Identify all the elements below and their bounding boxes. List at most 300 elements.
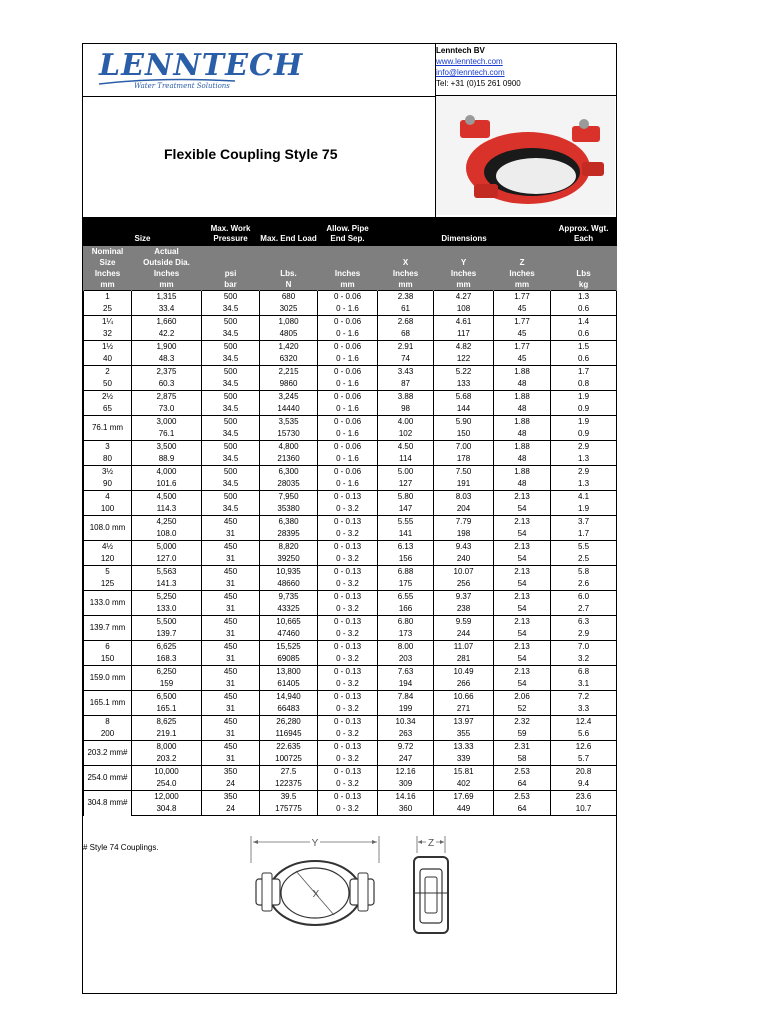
cell-od-imperial: 1,900	[132, 341, 202, 354]
cell-load-imperial: 10,935	[260, 566, 318, 579]
subheader-cell: Inches	[318, 268, 378, 279]
table-row	[84, 503, 617, 516]
subheader-cell: mm	[84, 279, 132, 291]
cell-sep-metric: 0 - 1.6	[318, 403, 378, 416]
cell-od-metric: 60.3	[132, 378, 202, 391]
cell-z-metric: 48	[494, 428, 551, 441]
cell-od-metric: 114.3	[132, 503, 202, 516]
cell-y-metric: 198	[434, 528, 494, 541]
cell-z-imperial: 1.77	[494, 291, 551, 304]
cell-psi-metric: 24	[202, 803, 260, 816]
cell-psi-metric: 31	[202, 603, 260, 616]
table-row	[84, 516, 617, 529]
table-subheader-row	[84, 268, 617, 279]
cell-wgt-metric: 0.6	[551, 328, 617, 341]
cell-sep-imperial: 0 - 0.06	[318, 441, 378, 454]
cell-x-imperial: 3.43	[378, 366, 434, 379]
cell-y-imperial: 11.07	[434, 641, 494, 654]
email-link[interactable]: info@lenntech.com	[436, 68, 505, 77]
nominal-size-cell: 203.2 mm#	[84, 741, 132, 766]
cell-load-imperial: 4,800	[260, 441, 318, 454]
cell-psi-imperial: 450	[202, 691, 260, 704]
phone-number: Tel: +31 (0)15 261 0900	[436, 79, 521, 88]
cell-wgt-imperial: 1.9	[551, 391, 617, 404]
cell-y-metric: 339	[434, 753, 494, 766]
cell-od-imperial: 2,875	[132, 391, 202, 404]
cell-y-metric: 133	[434, 378, 494, 391]
cell-x-metric: 173	[378, 628, 434, 641]
cell-x-metric: 141	[378, 528, 434, 541]
cell-psi-metric: 31	[202, 728, 260, 741]
cell-z-metric: 54	[494, 578, 551, 591]
cell-od-imperial: 8,000	[132, 741, 202, 754]
cell-psi-metric: 31	[202, 628, 260, 641]
cell-sep-metric: 0 - 1.6	[318, 478, 378, 491]
cell-od-metric: 219.1	[132, 728, 202, 741]
cell-od-imperial: 1,660	[132, 316, 202, 329]
table-row	[84, 466, 617, 479]
cell-y-metric: 122	[434, 353, 494, 366]
cell-y-metric: 144	[434, 403, 494, 416]
nominal-size-cell: 139.7 mm	[84, 616, 132, 641]
cell-x-metric: 360	[378, 803, 434, 816]
nominal-size-inches: 2	[84, 366, 132, 379]
diagram-label-z: Z	[427, 838, 435, 849]
nominal-size-mm: 120	[84, 553, 132, 566]
cell-y-imperial: 8.03	[434, 491, 494, 504]
table-row	[84, 766, 617, 779]
cell-psi-metric: 34.5	[202, 453, 260, 466]
cell-od-metric: 304.8	[132, 803, 202, 816]
cell-y-metric: 238	[434, 603, 494, 616]
table-row	[84, 778, 617, 791]
footnote: # Style 74 Couplings.	[83, 843, 159, 852]
page-title: Flexible Coupling Style 75	[164, 146, 338, 162]
nominal-size-cell: 76.1 mm	[84, 416, 132, 441]
cell-z-metric: 52	[494, 703, 551, 716]
cell-y-metric: 281	[434, 653, 494, 666]
table-row	[84, 391, 617, 404]
cell-sep-imperial: 0 - 0.06	[318, 341, 378, 354]
cell-wgt-imperial: 6.3	[551, 616, 617, 629]
cell-x-metric: 147	[378, 503, 434, 516]
cell-x-metric: 61	[378, 303, 434, 316]
cell-sep-imperial: 0 - 0.13	[318, 791, 378, 804]
table-row	[84, 678, 617, 691]
cell-load-metric: 116945	[260, 728, 318, 741]
cell-wgt-metric: 10.7	[551, 803, 617, 816]
cell-load-metric: 43325	[260, 603, 318, 616]
cell-z-metric: 54	[494, 503, 551, 516]
cell-load-imperial: 2,215	[260, 366, 318, 379]
nominal-size-mm: 40	[84, 353, 132, 366]
cell-z-metric: 48	[494, 378, 551, 391]
nominal-size-cell: 254.0 mm#	[84, 766, 132, 791]
table-row	[84, 416, 617, 429]
cell-psi-imperial: 500	[202, 466, 260, 479]
nominal-size-mm: 65	[84, 403, 132, 416]
cell-z-imperial: 2.32	[494, 716, 551, 729]
cell-od-imperial: 8,625	[132, 716, 202, 729]
subheader-cell	[260, 257, 318, 268]
cell-sep-imperial: 0 - 0.13	[318, 766, 378, 779]
cell-wgt-imperial: 6.8	[551, 666, 617, 679]
cell-sep-imperial: 0 - 0.13	[318, 641, 378, 654]
cell-z-imperial: 2.13	[494, 566, 551, 579]
group-header-cell: Size	[84, 218, 202, 246]
cell-z-imperial: 2.31	[494, 741, 551, 754]
table-row	[84, 566, 617, 579]
cell-z-metric: 48	[494, 403, 551, 416]
group-header-cell: Allow. Pipe End Sep.	[318, 218, 378, 246]
cell-sep-imperial: 0 - 0.13	[318, 491, 378, 504]
cell-load-metric: 61405	[260, 678, 318, 691]
cell-sep-metric: 0 - 3.2	[318, 528, 378, 541]
cell-od-metric: 139.7	[132, 628, 202, 641]
cell-sep-metric: 0 - 3.2	[318, 703, 378, 716]
cell-sep-metric: 0 - 1.6	[318, 303, 378, 316]
table-row	[84, 541, 617, 554]
table-row	[84, 591, 617, 604]
cell-wgt-metric: 0.9	[551, 403, 617, 416]
cell-wgt-imperial: 5.8	[551, 566, 617, 579]
cell-od-imperial: 6,625	[132, 641, 202, 654]
cell-psi-imperial: 450	[202, 741, 260, 754]
subheader-cell	[551, 246, 617, 258]
cell-sep-imperial: 0 - 0.06	[318, 466, 378, 479]
nominal-size-cell: 133.0 mm	[84, 591, 132, 616]
nominal-size-cell: 159.0 mm	[84, 666, 132, 691]
cell-y-imperial: 17.69	[434, 791, 494, 804]
cell-od-imperial: 3,500	[132, 441, 202, 454]
subheader-cell	[202, 246, 260, 258]
cell-od-imperial: 1,315	[132, 291, 202, 304]
cell-z-imperial: 2.13	[494, 491, 551, 504]
cell-load-metric: 66483	[260, 703, 318, 716]
subheader-cell: Inches	[132, 268, 202, 279]
cell-wgt-imperial: 5.5	[551, 541, 617, 554]
cell-wgt-metric: 2.5	[551, 553, 617, 566]
cell-wgt-imperial: 3.7	[551, 516, 617, 529]
subheader-cell	[318, 257, 378, 268]
nominal-size-cell: 108.0 mm	[84, 516, 132, 541]
cell-wgt-metric: 1.9	[551, 503, 617, 516]
subheader-cell: bar	[202, 279, 260, 291]
cell-sep-metric: 0 - 1.6	[318, 428, 378, 441]
cell-x-imperial: 6.88	[378, 566, 434, 579]
cell-psi-metric: 31	[202, 578, 260, 591]
cell-psi-imperial: 500	[202, 366, 260, 379]
nominal-size-inches: 6	[84, 641, 132, 654]
cell-od-metric: 168.3	[132, 653, 202, 666]
cell-od-metric: 159	[132, 678, 202, 691]
cell-x-imperial: 6.80	[378, 616, 434, 629]
cell-wgt-imperial: 1.9	[551, 416, 617, 429]
cell-z-metric: 54	[494, 628, 551, 641]
cell-x-imperial: 6.55	[378, 591, 434, 604]
cell-wgt-imperial: 12.4	[551, 716, 617, 729]
cell-wgt-metric: 2.6	[551, 578, 617, 591]
table-subheader-row	[84, 246, 617, 258]
cell-od-metric: 165.1	[132, 703, 202, 716]
cell-wgt-metric: 1.7	[551, 528, 617, 541]
nominal-size-mm: 80	[84, 453, 132, 466]
cell-z-imperial: 1.88	[494, 416, 551, 429]
table-row	[84, 528, 617, 541]
contact-block	[435, 44, 616, 96]
cell-sep-metric: 0 - 3.2	[318, 753, 378, 766]
cell-wgt-metric: 0.6	[551, 303, 617, 316]
cell-y-imperial: 5.90	[434, 416, 494, 429]
cell-x-metric: 156	[378, 553, 434, 566]
cell-load-metric: 122375	[260, 778, 318, 791]
cell-z-metric: 48	[494, 453, 551, 466]
nominal-size-inches: 1¼	[84, 316, 132, 329]
cell-sep-metric: 0 - 3.2	[318, 628, 378, 641]
cell-load-imperial: 14,940	[260, 691, 318, 704]
subheader-cell: Inches	[434, 268, 494, 279]
cell-sep-metric: 0 - 3.2	[318, 728, 378, 741]
cell-od-imperial: 5,563	[132, 566, 202, 579]
cell-wgt-metric: 0.9	[551, 428, 617, 441]
cell-od-metric: 42.2	[132, 328, 202, 341]
table-row	[84, 603, 617, 616]
cell-load-metric: 35380	[260, 503, 318, 516]
nominal-size-mm: 90	[84, 478, 132, 491]
cell-z-metric: 59	[494, 728, 551, 741]
cell-x-imperial: 7.84	[378, 691, 434, 704]
cell-sep-imperial: 0 - 0.13	[318, 566, 378, 579]
cell-sep-imperial: 0 - 0.13	[318, 591, 378, 604]
cell-psi-imperial: 500	[202, 391, 260, 404]
cell-od-metric: 76.1	[132, 428, 202, 441]
cell-x-imperial: 5.55	[378, 516, 434, 529]
cell-x-imperial: 10.34	[378, 716, 434, 729]
table-row	[84, 378, 617, 391]
table-row	[84, 403, 617, 416]
cell-od-metric: 33.4	[132, 303, 202, 316]
cell-y-imperial: 7.00	[434, 441, 494, 454]
cell-psi-metric: 34.5	[202, 353, 260, 366]
cell-y-imperial: 4.27	[434, 291, 494, 304]
cell-x-imperial: 4.50	[378, 441, 434, 454]
cell-psi-imperial: 450	[202, 641, 260, 654]
cell-load-imperial: 6,380	[260, 516, 318, 529]
cell-od-imperial: 12,000	[132, 791, 202, 804]
subheader-cell: Inches	[84, 268, 132, 279]
cell-wgt-metric: 1.3	[551, 478, 617, 491]
cell-load-imperial: 8,820	[260, 541, 318, 554]
cell-y-metric: 117	[434, 328, 494, 341]
cell-y-metric: 402	[434, 778, 494, 791]
cell-y-imperial: 13.33	[434, 741, 494, 754]
cell-x-metric: 309	[378, 778, 434, 791]
cell-wgt-metric: 2.7	[551, 603, 617, 616]
cell-x-imperial: 3.88	[378, 391, 434, 404]
cell-x-imperial: 5.00	[378, 466, 434, 479]
cell-x-metric: 74	[378, 353, 434, 366]
cell-x-imperial: 2.68	[378, 316, 434, 329]
cell-sep-imperial: 0 - 0.13	[318, 691, 378, 704]
cell-y-metric: 266	[434, 678, 494, 691]
nominal-size-inches: 3	[84, 441, 132, 454]
logo-tagline: Water Treatment Solutions	[134, 82, 230, 90]
cell-sep-imperial: 0 - 0.13	[318, 516, 378, 529]
cell-z-imperial: 2.13	[494, 666, 551, 679]
table-row	[84, 791, 617, 804]
nominal-size-inches: 1½	[84, 341, 132, 354]
cell-x-imperial: 9.72	[378, 741, 434, 754]
cell-y-imperial: 5.68	[434, 391, 494, 404]
cell-psi-imperial: 500	[202, 291, 260, 304]
cell-psi-imperial: 450	[202, 591, 260, 604]
cell-sep-imperial: 0 - 0.13	[318, 616, 378, 629]
subheader-cell	[202, 257, 260, 268]
cell-wgt-imperial: 1.7	[551, 366, 617, 379]
header	[83, 44, 616, 218]
nominal-size-mm: 125	[84, 578, 132, 591]
cell-sep-metric: 0 - 1.6	[318, 378, 378, 391]
cell-od-imperial: 2,375	[132, 366, 202, 379]
cell-y-metric: 191	[434, 478, 494, 491]
cell-load-imperial: 10,665	[260, 616, 318, 629]
cell-od-imperial: 4,250	[132, 516, 202, 529]
subheader-cell: Lbs	[551, 268, 617, 279]
cell-x-imperial: 4.00	[378, 416, 434, 429]
cell-x-imperial: 7.63	[378, 666, 434, 679]
cell-wgt-imperial: 23.6	[551, 791, 617, 804]
cell-wgt-imperial: 2.9	[551, 441, 617, 454]
cell-load-imperial: 3,535	[260, 416, 318, 429]
table-row	[84, 703, 617, 716]
cell-psi-metric: 34.5	[202, 428, 260, 441]
cell-z-imperial: 2.13	[494, 591, 551, 604]
cell-x-imperial: 12.16	[378, 766, 434, 779]
subheader-cell	[494, 246, 551, 258]
cell-z-imperial: 1.88	[494, 441, 551, 454]
cell-load-imperial: 1,080	[260, 316, 318, 329]
cell-psi-imperial: 500	[202, 491, 260, 504]
cell-x-metric: 98	[378, 403, 434, 416]
cell-psi-metric: 31	[202, 703, 260, 716]
cell-x-metric: 102	[378, 428, 434, 441]
cell-wgt-imperial: 6.0	[551, 591, 617, 604]
cell-z-imperial: 1.88	[494, 391, 551, 404]
diagram-label-y: Y	[311, 838, 319, 849]
cell-od-imperial: 6,250	[132, 666, 202, 679]
cell-od-imperial: 5,250	[132, 591, 202, 604]
cell-psi-metric: 34.5	[202, 503, 260, 516]
cell-y-metric: 178	[434, 453, 494, 466]
cell-load-imperial: 27.5	[260, 766, 318, 779]
table-row	[84, 478, 617, 491]
cell-z-imperial: 2.13	[494, 516, 551, 529]
table-row	[84, 428, 617, 441]
cell-y-metric: 204	[434, 503, 494, 516]
logo: LENNTECH	[99, 48, 304, 83]
product-photo	[435, 96, 616, 217]
cell-y-imperial: 10.07	[434, 566, 494, 579]
cell-load-imperial: 6,300	[260, 466, 318, 479]
table-row	[84, 753, 617, 766]
cell-load-metric: 14440	[260, 403, 318, 416]
cell-od-metric: 88.9	[132, 453, 202, 466]
website-link[interactable]: www.lenntech.com	[436, 57, 503, 66]
cell-x-metric: 87	[378, 378, 434, 391]
cell-y-metric: 240	[434, 553, 494, 566]
subheader-cell: mm	[494, 279, 551, 291]
cell-load-imperial: 3,245	[260, 391, 318, 404]
subheader-cell: Z	[494, 257, 551, 268]
nominal-size-mm: 150	[84, 653, 132, 666]
company-name: Lenntech BV	[436, 46, 485, 55]
cell-od-metric: 141.3	[132, 578, 202, 591]
subheader-cell: Y	[434, 257, 494, 268]
cell-od-imperial: 6,500	[132, 691, 202, 704]
cell-x-metric: 166	[378, 603, 434, 616]
subheader-cell: Size	[84, 257, 132, 268]
cell-load-metric: 28395	[260, 528, 318, 541]
cell-wgt-imperial: 12.6	[551, 741, 617, 754]
subheader-cell: mm	[132, 279, 202, 291]
cell-load-metric: 15730	[260, 428, 318, 441]
cell-x-metric: 114	[378, 453, 434, 466]
cell-psi-metric: 31	[202, 753, 260, 766]
cell-z-imperial: 2.53	[494, 766, 551, 779]
cell-sep-imperial: 0 - 0.13	[318, 716, 378, 729]
cell-psi-metric: 34.5	[202, 478, 260, 491]
cell-z-metric: 64	[494, 803, 551, 816]
table-group-header-row	[84, 218, 617, 246]
cell-z-metric: 48	[494, 478, 551, 491]
subheader-cell: Nominal	[84, 246, 132, 258]
cell-sep-metric: 0 - 3.2	[318, 678, 378, 691]
cell-x-metric: 247	[378, 753, 434, 766]
cell-od-metric: 133.0	[132, 603, 202, 616]
cell-od-imperial: 4,500	[132, 491, 202, 504]
cell-psi-imperial: 450	[202, 666, 260, 679]
cell-psi-imperial: 350	[202, 766, 260, 779]
cell-od-metric: 203.2	[132, 753, 202, 766]
cell-psi-metric: 34.5	[202, 303, 260, 316]
cell-x-metric: 194	[378, 678, 434, 691]
cell-od-metric: 127.0	[132, 553, 202, 566]
cell-sep-metric: 0 - 3.2	[318, 653, 378, 666]
nominal-size-cell: 165.1 mm	[84, 691, 132, 716]
cell-psi-imperial: 500	[202, 441, 260, 454]
cell-psi-metric: 31	[202, 553, 260, 566]
cell-x-imperial: 8.00	[378, 641, 434, 654]
cell-wgt-metric: 3.2	[551, 653, 617, 666]
subheader-cell	[260, 246, 318, 258]
cell-load-metric: 9860	[260, 378, 318, 391]
cell-psi-imperial: 500	[202, 316, 260, 329]
cell-load-metric: 39250	[260, 553, 318, 566]
cell-wgt-metric: 3.1	[551, 678, 617, 691]
subheader-cell: Inches	[494, 268, 551, 279]
group-header-cell: Max. Work Pressure	[202, 218, 260, 246]
cell-wgt-imperial: 1.5	[551, 341, 617, 354]
cell-psi-imperial: 450	[202, 716, 260, 729]
cell-y-metric: 271	[434, 703, 494, 716]
nominal-size-mm: 50	[84, 378, 132, 391]
cell-z-metric: 45	[494, 353, 551, 366]
cell-load-imperial: 680	[260, 291, 318, 304]
cell-z-imperial: 2.13	[494, 641, 551, 654]
table-row	[84, 803, 617, 816]
cell-load-metric: 69085	[260, 653, 318, 666]
subheader-cell: Lbs.	[260, 268, 318, 279]
